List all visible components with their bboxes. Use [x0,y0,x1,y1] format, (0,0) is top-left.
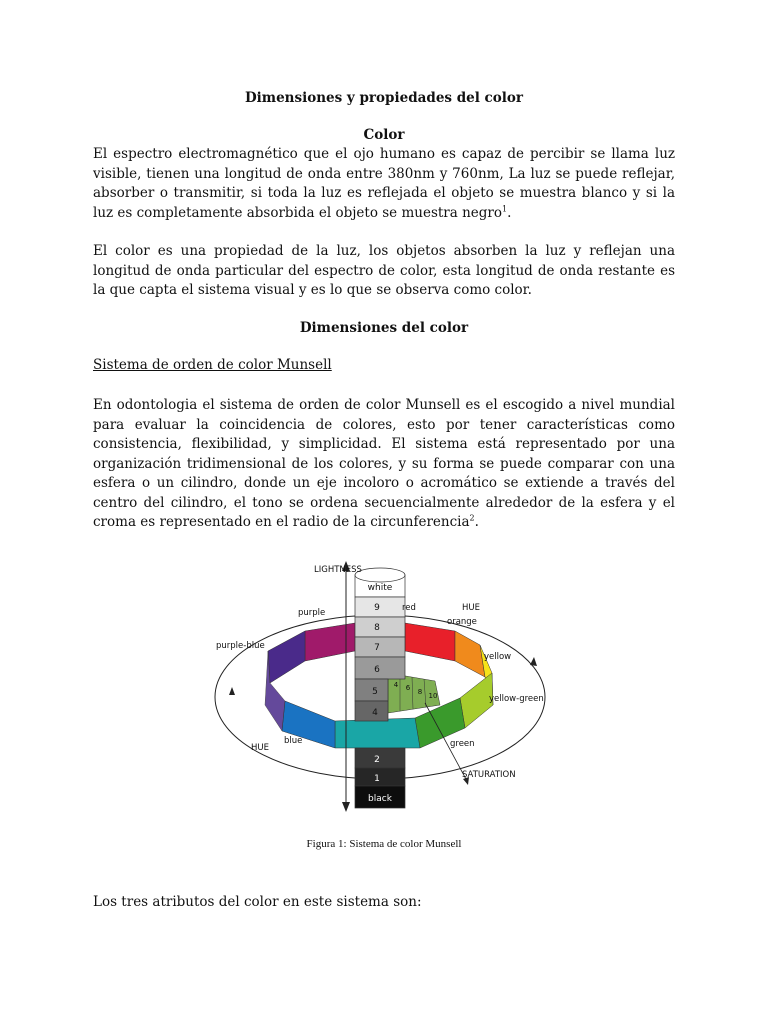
chroma-step-6: 6 [405,684,411,692]
paragraph-munsell-text: En odontologia el sistema de orden de color Munsell es el escogido a nivel mundial para evaluar la coincidencia de colores, esto por tener características como consistencia, flexibilidad, y simplicidad. El sistema está representado por una organización tridimensional de los colores, y su forma se puede comparar con una esfera o un cilindro, donde un eje incoloro o acromático se extiende a través del centro del cilindro, el tono se ordena secuencialmente alrededor de la esfera y el croma es representado en el radio de la circunferencia [93,397,675,530]
label-saturation: SATURATION [462,770,516,780]
hue-segment-blue-green [335,718,420,748]
footnote-ref-2[interactable]: 2 [469,513,475,523]
label-hue-purple: purple [298,608,326,618]
section-heading-color: Color [363,127,405,143]
label-hue-green: green [450,739,475,749]
chroma-step-4: 4 [393,681,399,689]
munsell-color-system-figure [210,553,560,813]
value-step-8: 8 [374,623,380,633]
hue-segment-orange [455,631,485,677]
figure-caption: Figura 1: Sistema de color Munsell [306,838,462,850]
footnote-ref-1[interactable]: 1 [502,204,508,213]
label-hue-bottom: HUE [251,743,269,753]
value-step-4: 4 [372,708,378,718]
paragraph-munsell-system [93,396,675,533]
label-hue-blue: blue [284,736,303,746]
subsection-heading-munsell: Sistema de orden de color Munsell [93,357,332,373]
label-hue-top: HUE [462,603,480,613]
chroma-step-10: 10 [428,692,438,700]
label-hue-red: red [402,603,416,613]
paragraph-color-property: El color es una propiedad de la luz, los objetos absorben la luz y reflejan una longitud de onda particular del espectro de color, esta longitud de onda restante es la que capta el sistema visual y es lo que se observa como color. [93,243,675,298]
label-hue-yellow-green: yellow-green [489,694,544,704]
value-step-7: 7 [374,643,380,653]
document-title: Dimensiones y propiedades del color [244,90,524,106]
hue-arrow-head-right [530,657,537,666]
hue-segment-purple [305,623,355,661]
value-label-black: black [368,794,392,804]
hue-segment-purple-blue [268,631,305,683]
label-hue-purple-blue: purple-blue [216,641,265,651]
paragraph-light-spectrum-text: El espectro electromagnético que el ojo humano es capaz de percibir se llama luz visible, tienen una longitud de onda entre 380nm y 760nm, La luz se puede reflejar, absorber o transmitir, si toda la luz es reflejada el objeto se muestra blanco y si la luz es completamente absorbida el objeto se muestra negro [93,146,675,221]
value-step-9: 9 [374,603,380,613]
value-step-6: 6 [374,665,380,675]
hue-segment-red [405,623,455,661]
chroma-step-8: 8 [417,688,423,696]
value-label-white: white [367,583,393,593]
label-lightness: LIGHTNESS [314,565,362,575]
paragraph-three-attributes: Los tres atributos del color en este sistema son: [93,894,422,910]
value-step-5: 5 [372,687,378,697]
hue-arrow-head-left [229,687,235,695]
label-hue-yellow: yellow [484,652,512,662]
lightness-arrow-down [342,802,350,812]
paragraph-light-spectrum [93,145,675,223]
label-hue-orange: orange [447,617,477,627]
paragraph-end-period: . [507,204,512,221]
paragraph-end-period: . [474,514,479,530]
value-step-1: 1 [374,774,380,784]
value-step-2: 2 [374,755,380,765]
section-heading-dimensions: Dimensiones del color [299,320,469,336]
